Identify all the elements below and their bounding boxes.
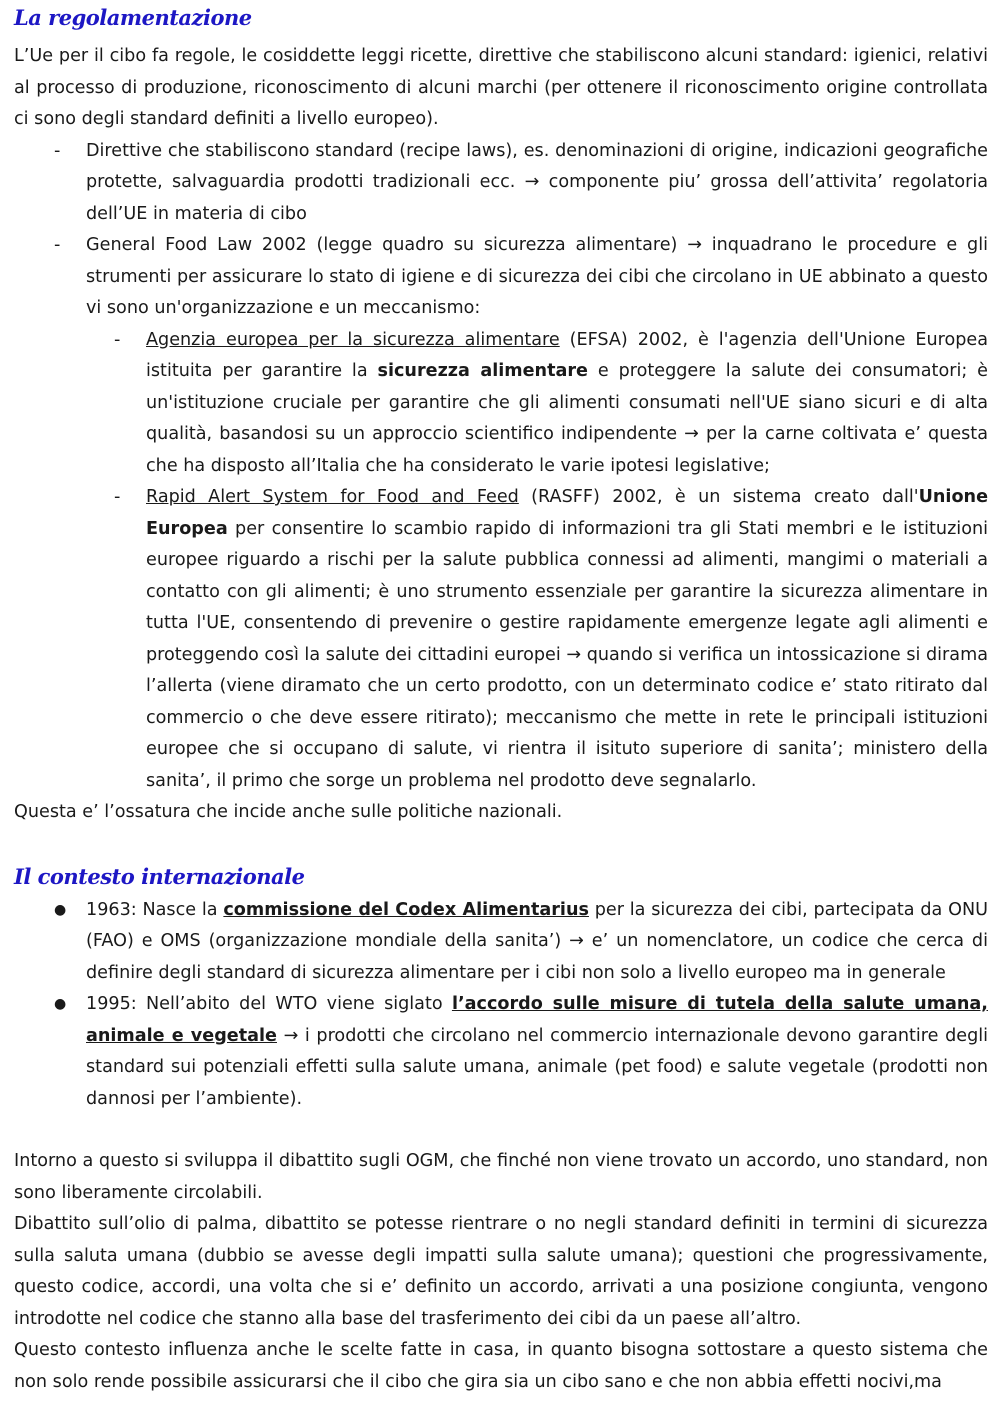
spacer xyxy=(14,1115,988,1146)
text-span: per la sicurezza dei cibi, partecipata da ONU (FAO) e OMS (organizzazione mondiale della sanita’) → e’ un nomenclatore, un codice che cerca di definire degli standard di sicurezza alimentare per i cibi non solo a livello europeo ma in generale xyxy=(86,899,988,983)
intro-paragraph: L’Ue per il cibo fa regole, le cosiddette leggi ricette, direttive che stabiliscono alcuni standard: igienici, relativi al processo di produzione, riconoscimento di alcuni marchi (per ottenere il riconoscimento origine controllata ci sono degli standard definiti a livello europeo). xyxy=(14,46,988,129)
paragraph-contesto: Questo contesto influenza anche le scelte fatte in casa, in quanto bisogna sottostare a questo sistema che non solo rende possibile assicurarsi che il cibo che gira sia un cibo sano e che non abbia effetti nocivi,ma xyxy=(14,1340,988,1392)
dash-bullet: - xyxy=(114,487,121,507)
closing-paragraph: Questa e’ l’ossatura che incide anche sulle politiche nazionali. xyxy=(14,802,563,822)
sub-list-item-text xyxy=(146,325,988,483)
paragraph-ogm: Intorno a questo si sviluppa il dibattito sugli OGM, che finché non viene trovato un accordo, uno standard, non sono liberamente circolabili. xyxy=(14,1151,988,1203)
text-span: 1963: Nasce la xyxy=(86,899,224,920)
bullet-dot: ● xyxy=(54,996,67,1012)
sub-list-item-text xyxy=(146,482,988,797)
rasff-link[interactable]: Rapid Alert System for Food and Feed xyxy=(146,487,519,507)
list-item-text: Direttive che stabiliscono standard (recipe laws), es. denominazioni di origine, indicazioni geografiche protette, salvaguardia prodotti tradizionali ecc. → componente piu’ grossa dell’attivita’ regolatoria dell’UE in materia di cibo xyxy=(86,140,988,224)
dash-bullet: - xyxy=(54,235,61,255)
list-item xyxy=(14,230,988,325)
text-span: (RASFF) 2002, è un sistema creato dall' xyxy=(518,487,919,507)
bold-text: sicurezza alimentare xyxy=(377,361,588,381)
text-span: per consentire lo scambio rapido di informazioni tra gli Stati membri e le istituzioni europee riguardo a rischi per la salute pubblica connessi ad alimenti, mangimi o materiali a contatto con gli alimenti; è uno strumento essenziale per garantire la sicurezza alimentare in tutta l'UE, consentendo di prevenire o gestire rapidamente emergenze legate agli alimenti e proteggendo così la salute dei cittadini europei → quando si verifica un intossicazione si dirama l’allerta (viene diramato che un certo prodotto, con un determinato codice e’ stato ritirato dal commercio o che deve essere ritirato); meccanismo che mette in rete le principali istituzioni europee che si occupano di salute, vi rientra il isituto superiore di sanita’; ministero della sanita’, il primo che sorge un problema nel prodotto deve segnalarlo. xyxy=(146,518,988,791)
sub-list-item-efsa xyxy=(14,325,988,483)
list-item-codex xyxy=(14,895,988,990)
bold-text: Unione Europea xyxy=(146,487,988,539)
section-title-contesto-internazionale: Il contesto internazionale xyxy=(14,863,305,889)
list-item xyxy=(14,136,988,231)
text-span: → i prodotti che circolano nel commercio internazionale devono garantire degli standard sui potenziali effetti sulla salute umana, animale (pet food) e salute vegetale (prodotti non dannosi per l’ambiente). xyxy=(86,1025,989,1109)
dash-bullet: - xyxy=(54,140,61,161)
text-span: (EFSA) 2002, è l'agenzia dell'Unione Europea istituita per garantire la xyxy=(146,329,988,381)
dash-bullet: - xyxy=(114,329,121,350)
text-span: e proteggere la salute dei consumatori; è un'istituzione cruciale per garantire che gli alimenti consumati nell'UE siano sicuri e di alta qualità, basandosi su un approccio scientifico indipendente → per la carne coltivata e’ questa che ha disposto all’Italia che ha considerato le varie ipotesi legislative; xyxy=(146,361,988,476)
sub-list-item-rasff xyxy=(14,482,988,797)
bullet-dot: ● xyxy=(54,901,67,918)
list-item-text xyxy=(86,895,988,990)
section-title-regolamentazione: La regolamentazione xyxy=(14,5,252,30)
paragraph-olio-di-palma: Dibattito sull’olio di palma, dibattito se potesse rientrare o no negli standard definiti in termini di sicurezza sulla saluta umana (dubbio se avesse degli impatti sulla salute umana); questioni che progressivamente, questo codice, accordi, una volta che si e’ definito un accordo, arrivati a una posizione congiunta, vengono introdotte nel codice che stanno alla base del trasferimento dei cibi da un paese all’altro. xyxy=(14,1214,988,1329)
text-span: 1995: Nell’abito del WTO viene siglato xyxy=(86,994,452,1014)
list-item-wto xyxy=(14,989,988,1115)
efsa-link[interactable]: Agenzia europea per la sicurezza alimentare xyxy=(146,329,560,350)
list-item-text: General Food Law 2002 (legge quadro su sicurezza alimentare) → inquadrano le procedure e gli strumenti per assicurare lo stato di igiene e di sicurezza dei cibi che circolano in UE abbinato a questo vi sono un'organizzazione e un meccanismo: xyxy=(86,235,988,318)
list-item-text xyxy=(86,989,988,1115)
codex-link[interactable]: commissione del Codex Alimentarius xyxy=(223,899,589,920)
sps-agreement-link[interactable]: l’accordo sulle misure di tutela della salute umana, animale e vegetale xyxy=(86,994,988,1046)
